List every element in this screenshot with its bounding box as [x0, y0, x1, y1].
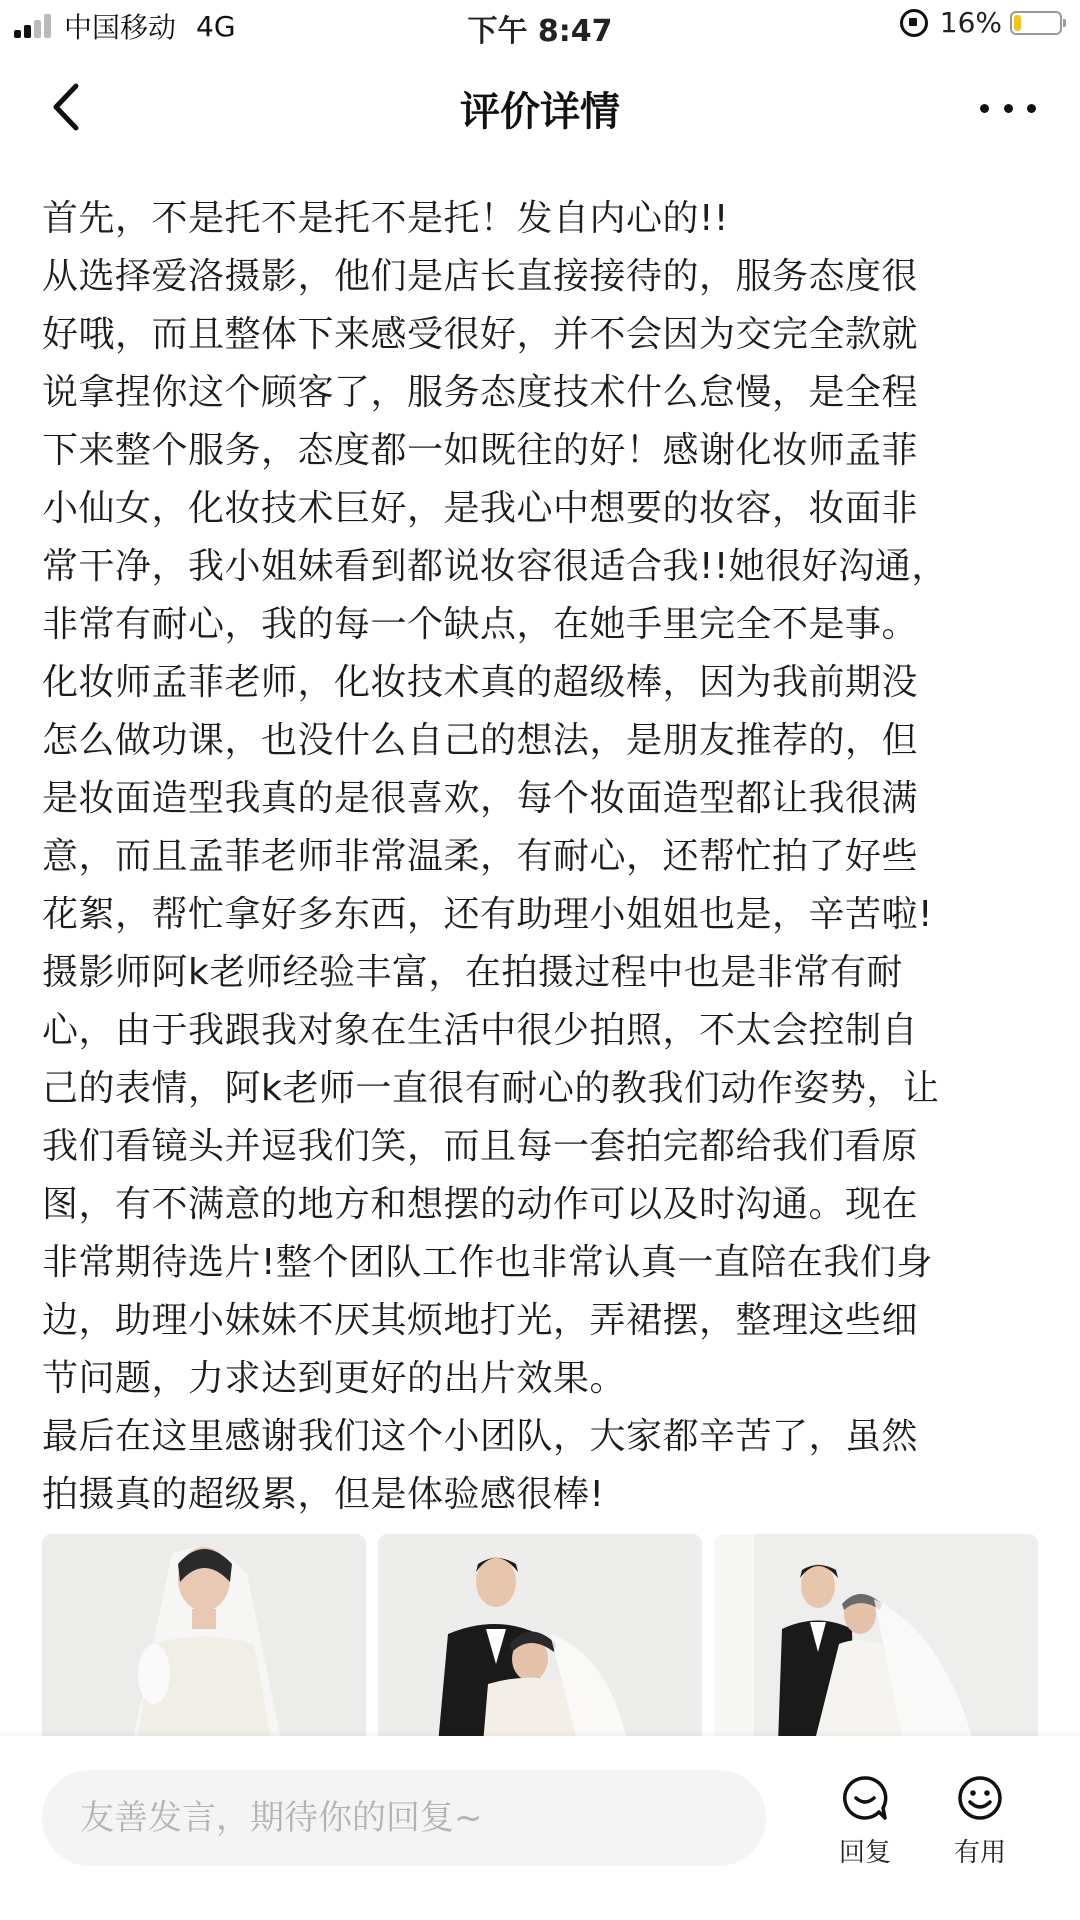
review-line: 我们看镜头并逗我们笑，而且每一套拍完都给我们看原	[42, 1126, 919, 1167]
review-line: 好哦，而且整体下来感受很好，并不会因为交完全款就	[42, 314, 919, 355]
review-line: 图，有不满意的地方和想摆的动作可以及时沟通。现在	[42, 1184, 919, 1225]
review-line: 首先，不是托不是托不是托！发自内心的!!	[42, 198, 729, 239]
reply-label: 回复	[838, 1838, 891, 1868]
review-line: 拍摄真的超级累，但是体验感很棒!	[42, 1474, 605, 1515]
more-dots-icon	[980, 104, 989, 113]
wedding-photo-couple-standing-icon	[714, 1534, 1038, 1736]
more-dot	[1004, 104, 1013, 113]
review-line: 小仙女，化妆技术巨好，是我心中想要的妆容，妆面非	[42, 488, 919, 529]
review-line: 心，由于我跟我对象在生活中很少拍照，不太会控制自	[42, 1010, 919, 1051]
review-line: 己的表情，阿k老师一直很有耐心的教我们动作姿势，让	[42, 1068, 940, 1109]
battery-icon	[1010, 11, 1062, 35]
review-line: 下来整个服务，态度都一如既往的好！感谢化妆师孟菲	[42, 430, 919, 471]
status-bar	[0, 0, 1080, 52]
review-line: 边，助理小妹妹不厌其烦地打光，弄裙摆，整理这些细	[42, 1300, 919, 1341]
nav-bar	[0, 52, 1080, 164]
reply-input[interactable]	[42, 1770, 766, 1866]
smiley-icon	[956, 1774, 1004, 1822]
review-line: 化妆师孟菲老师，化妆技术真的超级棒，因为我前期没	[42, 662, 919, 703]
more-options-button[interactable]	[980, 96, 1036, 120]
status-right	[900, 6, 1062, 39]
useful-label: 有用	[953, 1838, 1006, 1868]
review-line: 节问题，力求达到更好的出片效果。	[42, 1358, 627, 1399]
review-line: 是妆面造型我真的是很喜欢，每个妆面造型都让我很满	[42, 778, 919, 819]
wedding-photo-bride-icon	[42, 1534, 366, 1736]
photo-thumbnail-2[interactable]	[378, 1534, 702, 1736]
page-title: 评价详情	[460, 89, 620, 135]
photo-thumbnail-1[interactable]	[42, 1534, 366, 1736]
wedding-photo-couple-seated-icon	[378, 1534, 702, 1736]
review-line: 非常有耐心，我的每一个缺点，在她手里完全不是事。	[42, 604, 919, 645]
review-line: 非常期待选片!整个团队工作也非常认真一直陪在我们身	[42, 1242, 933, 1283]
photo-strip	[42, 1534, 1038, 1736]
photo-thumbnail-3[interactable]	[714, 1534, 1038, 1736]
comment-icon	[841, 1774, 889, 1822]
bottom-action-bar	[0, 1736, 1080, 1920]
reply-button[interactable]	[820, 1774, 910, 1869]
review-line: 意，而且孟菲老师非常温柔，有耐心，还帮忙拍了好些	[42, 836, 919, 877]
review-line: 常干净，我小姐妹看到都说妆容很适合我!!她很好沟通，	[42, 546, 948, 587]
review-line: 最后在这里感谢我们这个小团队，大家都辛苦了，虽然	[42, 1416, 919, 1457]
review-line: 从选择爱洛摄影，他们是店长直接接待的，服务态度很	[42, 256, 919, 297]
review-text	[42, 190, 1042, 1524]
review-line: 说拿捏你这个顾客了，服务态度技术什么怠慢，是全程	[42, 372, 919, 413]
review-line: 花絮，帮忙拿好多东西，还有助理小姐姐也是，辛苦啦!	[42, 894, 933, 935]
status-time: 下午 8:47	[467, 14, 613, 49]
useful-button[interactable]	[935, 1774, 1025, 1869]
review-line: 摄影师阿k老师经验丰富，在拍摄过程中也是非常有耐	[42, 952, 903, 993]
battery-level	[1014, 15, 1021, 31]
rotation-lock-icon	[900, 9, 928, 37]
review-line: 怎么做功课，也没什么自己的想法，是朋友推荐的，但	[42, 720, 919, 761]
network-type: 4G	[196, 9, 236, 43]
carrier-name: 中国移动	[64, 11, 177, 44]
battery-percent: 16%	[939, 6, 1002, 39]
more-dot	[1027, 104, 1036, 113]
